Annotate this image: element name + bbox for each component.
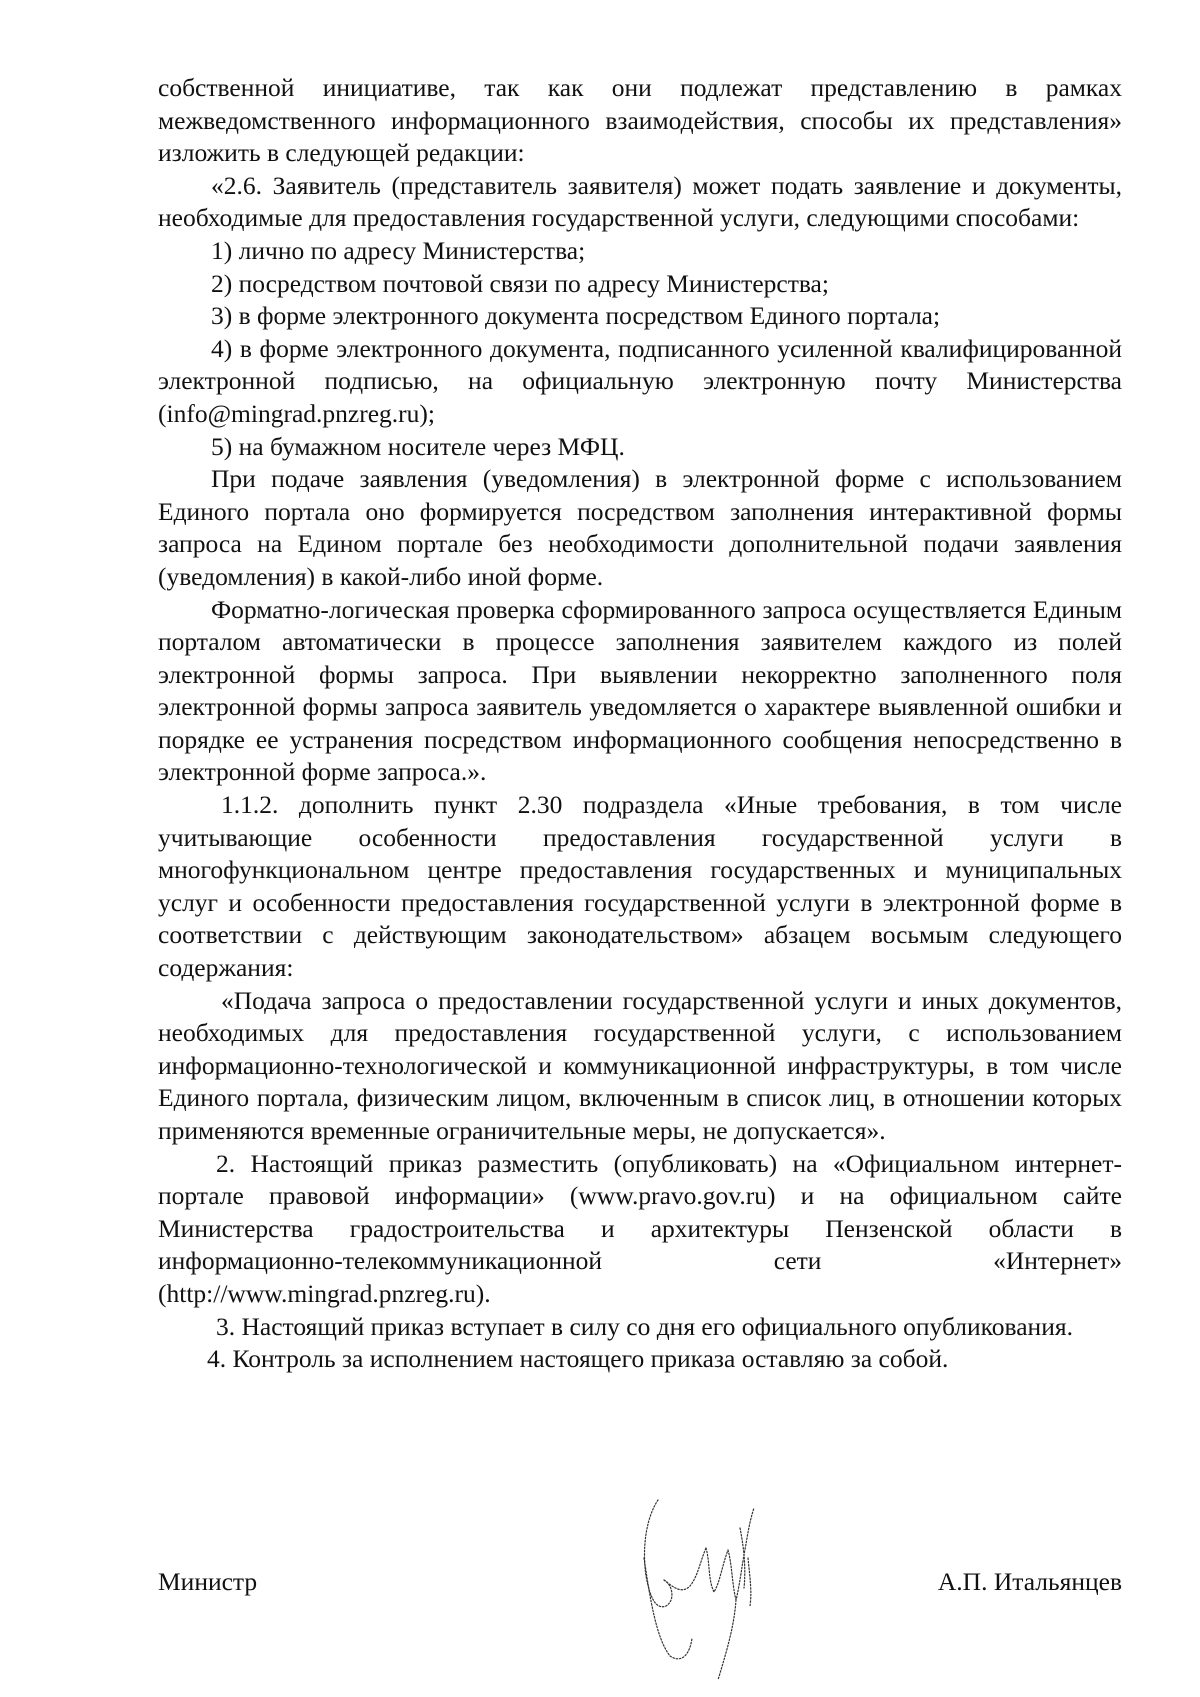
list-item-method-5: 5) на бумажном носителе через МФЦ. <box>211 431 625 461</box>
paragraph-item-4-control: 4. Контроль за исполнением настоящего приказа оставляю за собой. <box>207 1344 949 1374</box>
paragraph-electronic-submission: При подаче заявления (уведомления) в электронной форме с использованием Единого портала оно формируется посредством заполнения интерактивной формы запроса на Едином портале без необходимости дополнительной подачи заявления (уведомления) в какой-либо иной форме. <box>158 464 1122 591</box>
list-item-method-3: 3) в форме электронного документа посредством Единого портала; <box>211 301 941 331</box>
signatory-name: А.П. Итальянцев <box>937 1567 1122 1596</box>
handwritten-signature <box>636 1488 766 1693</box>
signatory-role: Министр <box>158 1567 258 1596</box>
paragraph-clause-2-6: «2.6. Заявитель (представитель заявителя) может подать заявление и документы, необходимые для предоставления государственной услуги, следующими способами: <box>158 170 1122 233</box>
paragraph-item-3-effective: 3. Настоящий приказ вступает в силу со дня его официального опубликования. <box>216 1311 1073 1341</box>
paragraph-quoted-restriction: «Подача запроса о предоставлении государственной услуги и иных документов, необходимых для предоставления государственной услуги, с использованием информационно-технологической и коммуникационной инфраструктуры, в том числе Единого портала, физическим лицом, включенным в список лиц, в отношении которых применяются временные ограничительные меры, не допускается». <box>158 985 1122 1145</box>
list-item-method-1: 1) лично по адресу Министерства; <box>211 235 586 265</box>
paragraph-clause-1-1-2: 1.1.2. дополнить пункт 2.30 подраздела «Иные требования, в том числе учитывающие особенности предоставления государственной услуги в многофункциональном центре предоставления государственных и муниципальных услуг и особенности предоставления государственной услуги в электронной форме в соответствии с действующим законодательством» абзацем восьмым следующего содержания: <box>158 790 1122 983</box>
paragraph-continuation: собственной инициативе, так как они подлежат представлению в рамках межведомственного информационного взаимодействия, способы их представления» изложить в следующей редакции: <box>158 73 1122 168</box>
paragraph-item-2-publication: 2. Настоящий приказ разместить (опубликовать) на «Официальном интернет-портале правовой информации» (www.pravo.gov.ru) и на официальном сайте Министерства градостроительства и архитектуры Пензенской области в информационно-телекоммуникационной сети «Интернет» (http://www.mingrad.pnzreg.ru). <box>158 1148 1122 1308</box>
list-item-method-4: 4) в форме электронного документа, подписанного усиленной квалифицированной электронной подписью, на официальную электронную почту Министерства (info@mingrad.pnzreg.ru); <box>158 333 1122 428</box>
list-item-method-2: 2) посредством почтовой связи по адресу Министерства; <box>211 268 829 298</box>
paragraph-format-check: Форматно-логическая проверка сформированного запроса осуществляется Единым порталом автоматически в процессе заполнения заявителем каждого из полей электронной формы запроса. При выявлении некорректно заполненного поля электронной формы запроса заявитель уведомляется о характере выявленной ошибки и порядке ее устранения посредством информационного сообщения непосредственно в электронной форме запроса.». <box>158 594 1122 787</box>
document-body <box>158 72 1122 1376</box>
